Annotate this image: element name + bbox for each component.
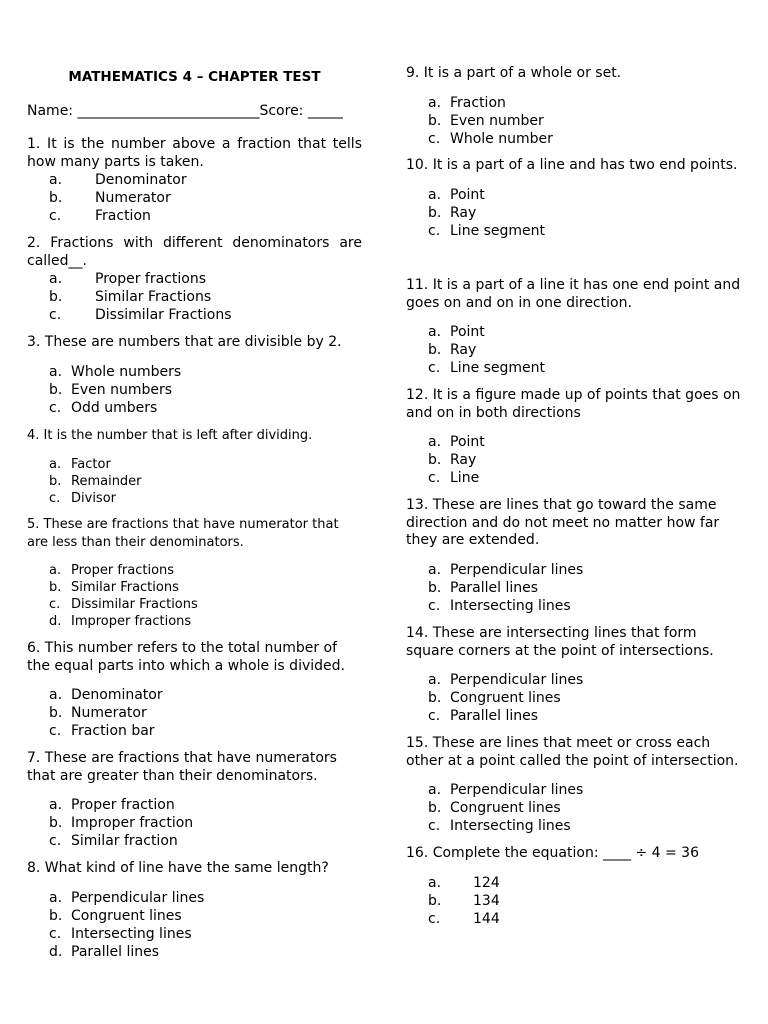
question-9: [406, 65, 742, 148]
option-b[interactable]: [27, 473, 362, 490]
option-text: Congruent lines: [450, 800, 561, 816]
option-list: [27, 796, 362, 850]
option-text: Line segment: [450, 360, 546, 376]
question-stem: 9. It is a part of a whole or set.: [406, 65, 622, 81]
option-letter: b.: [428, 800, 442, 816]
option-a[interactable]: [406, 874, 742, 892]
option-text: Perpendicular lines: [450, 782, 584, 798]
option-a[interactable]: [406, 186, 742, 204]
option-b[interactable]: [406, 689, 742, 707]
option-text: Line segment: [450, 222, 546, 239]
option-c[interactable]: [406, 817, 742, 835]
option-b[interactable]: [406, 451, 742, 469]
option-letter: b.: [49, 381, 63, 398]
option-letter: a.: [428, 434, 442, 450]
option-letter: c.: [428, 222, 441, 239]
option-c[interactable]: [27, 399, 362, 417]
option-letter: a.: [49, 456, 62, 472]
option-d[interactable]: [27, 943, 362, 961]
option-letter: c.: [428, 708, 441, 724]
question-stem: 6. This number refers to the total number of the equal parts into which a whole is divided.: [27, 640, 345, 674]
option-text: Congruent lines: [450, 690, 561, 706]
option-text: Factor: [71, 456, 111, 472]
question-stem: 3. These are numbers that are divisible by 2.: [27, 334, 342, 350]
option-text: Fraction: [95, 208, 151, 224]
option-letter: b.: [428, 204, 442, 221]
option-text: Dissimilar Fractions: [71, 597, 198, 612]
option-list: [27, 686, 362, 740]
left-column: [27, 0, 362, 1024]
question-stem: 11. It is a part of a line it has one end point and goes on and on in one direction.: [406, 277, 741, 311]
option-letter: c.: [49, 208, 62, 224]
option-a[interactable]: [27, 363, 362, 381]
option-a[interactable]: [406, 94, 742, 112]
option-b[interactable]: [406, 579, 742, 597]
option-list: [27, 456, 362, 507]
option-text: Proper fractions: [95, 271, 206, 287]
option-letter: a.: [49, 363, 63, 380]
option-text: Perpendicular lines: [71, 889, 205, 906]
option-text: Whole number: [450, 130, 553, 147]
option-a[interactable]: [27, 456, 362, 473]
option-letter: c.: [428, 910, 441, 927]
option-a[interactable]: [27, 270, 362, 288]
question-stem: 13. These are lines that go toward the same direction and do not meet no matter how far they are extended.: [406, 497, 720, 548]
option-b[interactable]: [27, 704, 362, 722]
option-c[interactable]: [27, 596, 362, 613]
option-text: Similar fraction: [71, 833, 178, 849]
option-c[interactable]: [406, 222, 742, 240]
option-letter: a.: [49, 563, 62, 578]
option-b[interactable]: [406, 204, 742, 222]
option-c[interactable]: [406, 597, 742, 615]
option-text: Congruent lines: [71, 907, 182, 924]
option-text: Divisor: [71, 490, 116, 506]
option-text: Whole numbers: [71, 363, 182, 380]
option-b[interactable]: [27, 189, 362, 207]
option-text: Proper fractions: [71, 563, 175, 578]
option-text: Ray: [450, 452, 477, 468]
option-letter: c.: [428, 597, 441, 614]
question-16: [406, 845, 742, 928]
question-2: [27, 235, 362, 324]
option-a[interactable]: [27, 562, 362, 579]
option-text: Intersecting lines: [450, 597, 571, 614]
option-text: Improper fractions: [71, 614, 192, 629]
option-list: [27, 363, 362, 417]
option-letter: b.: [428, 690, 442, 706]
option-text: Parallel lines: [450, 579, 539, 596]
option-letter: a.: [49, 687, 63, 703]
option-b[interactable]: [406, 799, 742, 817]
question-4: [27, 427, 362, 507]
option-text: Fraction bar: [71, 723, 155, 739]
question-stem: 2. Fractions with different denominators are called__.: [27, 235, 362, 269]
option-text: Improper fraction: [71, 815, 194, 831]
option-list: [27, 270, 362, 324]
option-text: Perpendicular lines: [450, 561, 584, 578]
option-list: [406, 94, 742, 148]
question-stem: 5. These are fractions that have numerator that are less than their denominators.: [27, 517, 339, 550]
option-c[interactable]: [27, 832, 362, 850]
option-list: [406, 323, 742, 377]
question-14: [406, 625, 742, 725]
option-text: Remainder: [71, 473, 142, 489]
option-list: [406, 781, 742, 835]
option-c[interactable]: [27, 722, 362, 740]
option-b[interactable]: [27, 381, 362, 399]
option-text: Similar Fractions: [71, 580, 179, 595]
option-text: Proper fraction: [71, 797, 175, 813]
option-letter: d.: [49, 943, 63, 960]
question-stem: 16. Complete the equation: ____ ÷ 4 = 36: [406, 845, 699, 861]
option-text: Odd umbers: [71, 399, 158, 416]
option-c[interactable]: [406, 359, 742, 377]
option-a[interactable]: [406, 781, 742, 799]
option-c[interactable]: [27, 490, 362, 507]
option-text: Denominator: [95, 172, 187, 188]
option-letter: b.: [49, 907, 63, 924]
option-letter: c.: [49, 307, 62, 323]
option-c[interactable]: [406, 469, 742, 487]
question-stem: 8. What kind of line have the same length?: [27, 860, 329, 876]
option-letter: c.: [428, 470, 441, 486]
option-letter: a.: [49, 271, 63, 287]
option-b[interactable]: [406, 112, 742, 130]
option-a[interactable]: [27, 796, 362, 814]
question-stem: 1. It is the number above a fraction that tells how many parts is taken.: [27, 136, 362, 170]
option-letter: c.: [49, 925, 62, 942]
question-stem: 14. These are intersecting lines that form square corners at the point of intersections.: [406, 625, 714, 659]
option-text: Point: [450, 324, 485, 340]
option-text: Line: [450, 470, 480, 486]
question-13: [406, 497, 742, 615]
option-letter: c.: [49, 490, 61, 506]
option-text: Intersecting lines: [450, 818, 571, 834]
question-6: [27, 640, 362, 740]
option-list: [27, 562, 362, 630]
option-letter: b.: [428, 892, 442, 909]
option-list: [406, 433, 742, 487]
option-text: 124: [473, 874, 500, 891]
option-letter: b.: [49, 289, 63, 305]
option-letter: b.: [428, 342, 442, 358]
question-11: [406, 277, 742, 377]
option-letter: a.: [49, 797, 63, 813]
option-text: 144: [473, 910, 500, 927]
option-text: Parallel lines: [71, 943, 160, 960]
option-a[interactable]: [27, 686, 362, 704]
option-c[interactable]: [27, 925, 362, 943]
option-text: Numerator: [95, 190, 171, 206]
option-letter: b.: [428, 112, 442, 129]
question-15: [406, 735, 742, 835]
option-text: Even numbers: [71, 381, 173, 398]
question-8: [27, 860, 362, 961]
option-letter: c.: [49, 597, 61, 612]
option-text: Numerator: [71, 705, 147, 721]
question-1: [27, 136, 362, 225]
right-column: [406, 0, 742, 1024]
option-text: Even number: [450, 112, 544, 129]
option-letter: a.: [428, 324, 442, 340]
option-letter: b.: [49, 190, 63, 206]
option-letter: b.: [49, 473, 62, 489]
option-text: Point: [450, 186, 485, 203]
option-list: [27, 171, 362, 225]
option-text: Point: [450, 434, 485, 450]
option-letter: b.: [49, 815, 63, 831]
option-c[interactable]: [27, 306, 362, 324]
option-text: Ray: [450, 342, 477, 358]
option-c[interactable]: [406, 707, 742, 725]
question-10: [406, 157, 742, 240]
option-b[interactable]: [406, 341, 742, 359]
question-stem: 10. It is a part of a line and has two end points.: [406, 157, 738, 173]
option-text: Intersecting lines: [71, 925, 192, 942]
option-text: Ray: [450, 204, 477, 221]
option-a[interactable]: [406, 433, 742, 451]
option-b[interactable]: [27, 288, 362, 306]
option-text: Denominator: [71, 687, 163, 703]
option-letter: a.: [49, 889, 63, 906]
question-5: [27, 516, 362, 630]
option-list: [406, 874, 742, 928]
option-list: [27, 889, 362, 961]
option-letter: c.: [49, 833, 62, 849]
option-letter: c.: [49, 723, 62, 739]
question-stem: 7. These are fractions that have numerators that are greater than their denominators.: [27, 750, 337, 784]
page-title: MATHEMATICS 4 – CHAPTER TEST: [68, 69, 321, 85]
option-b[interactable]: [406, 892, 742, 910]
option-list: [406, 186, 742, 240]
option-list: [406, 671, 742, 725]
option-b[interactable]: [27, 907, 362, 925]
option-text: Similar Fractions: [95, 289, 212, 305]
option-letter: a.: [428, 186, 442, 203]
option-letter: b.: [49, 580, 62, 595]
option-a[interactable]: [406, 323, 742, 341]
question-3: [27, 334, 362, 417]
option-letter: d.: [49, 614, 62, 629]
option-letter: c.: [428, 818, 441, 834]
option-b[interactable]: [27, 814, 362, 832]
option-a[interactable]: [27, 889, 362, 907]
option-letter: a.: [428, 672, 442, 688]
option-c[interactable]: [406, 130, 742, 148]
option-c[interactable]: [27, 207, 362, 225]
option-a[interactable]: [406, 561, 742, 579]
option-letter: a.: [428, 94, 442, 111]
option-letter: b.: [49, 705, 63, 721]
option-letter: b.: [428, 579, 442, 596]
question-7: [27, 750, 362, 850]
option-list: [406, 561, 742, 615]
option-letter: c.: [428, 130, 441, 147]
option-letter: a.: [428, 874, 442, 891]
option-letter: a.: [428, 561, 442, 578]
option-text: 134: [473, 892, 500, 909]
question-stem: 4. It is the number that is left after dividing.: [27, 428, 313, 443]
option-c[interactable]: [406, 910, 742, 928]
option-a[interactable]: [27, 171, 362, 189]
question-stem: 12. It is a figure made up of points that goes on and on in both directions: [406, 387, 741, 421]
option-letter: b.: [428, 452, 442, 468]
question-12: [406, 387, 742, 487]
question-stem: 15. These are lines that meet or cross each other at a point called the point of intersection.: [406, 735, 739, 769]
option-letter: a.: [428, 782, 442, 798]
option-b[interactable]: [27, 579, 362, 596]
option-a[interactable]: [406, 671, 742, 689]
option-text: Perpendicular lines: [450, 672, 584, 688]
option-text: Fraction: [450, 94, 506, 111]
option-text: Dissimilar Fractions: [95, 307, 232, 323]
option-d[interactable]: [27, 613, 362, 630]
name-score-line: Name: __________________________Score: _____: [27, 103, 343, 119]
option-letter: c.: [49, 399, 62, 416]
option-letter: c.: [428, 360, 441, 376]
option-letter: a.: [49, 172, 63, 188]
option-text: Parallel lines: [450, 708, 539, 724]
